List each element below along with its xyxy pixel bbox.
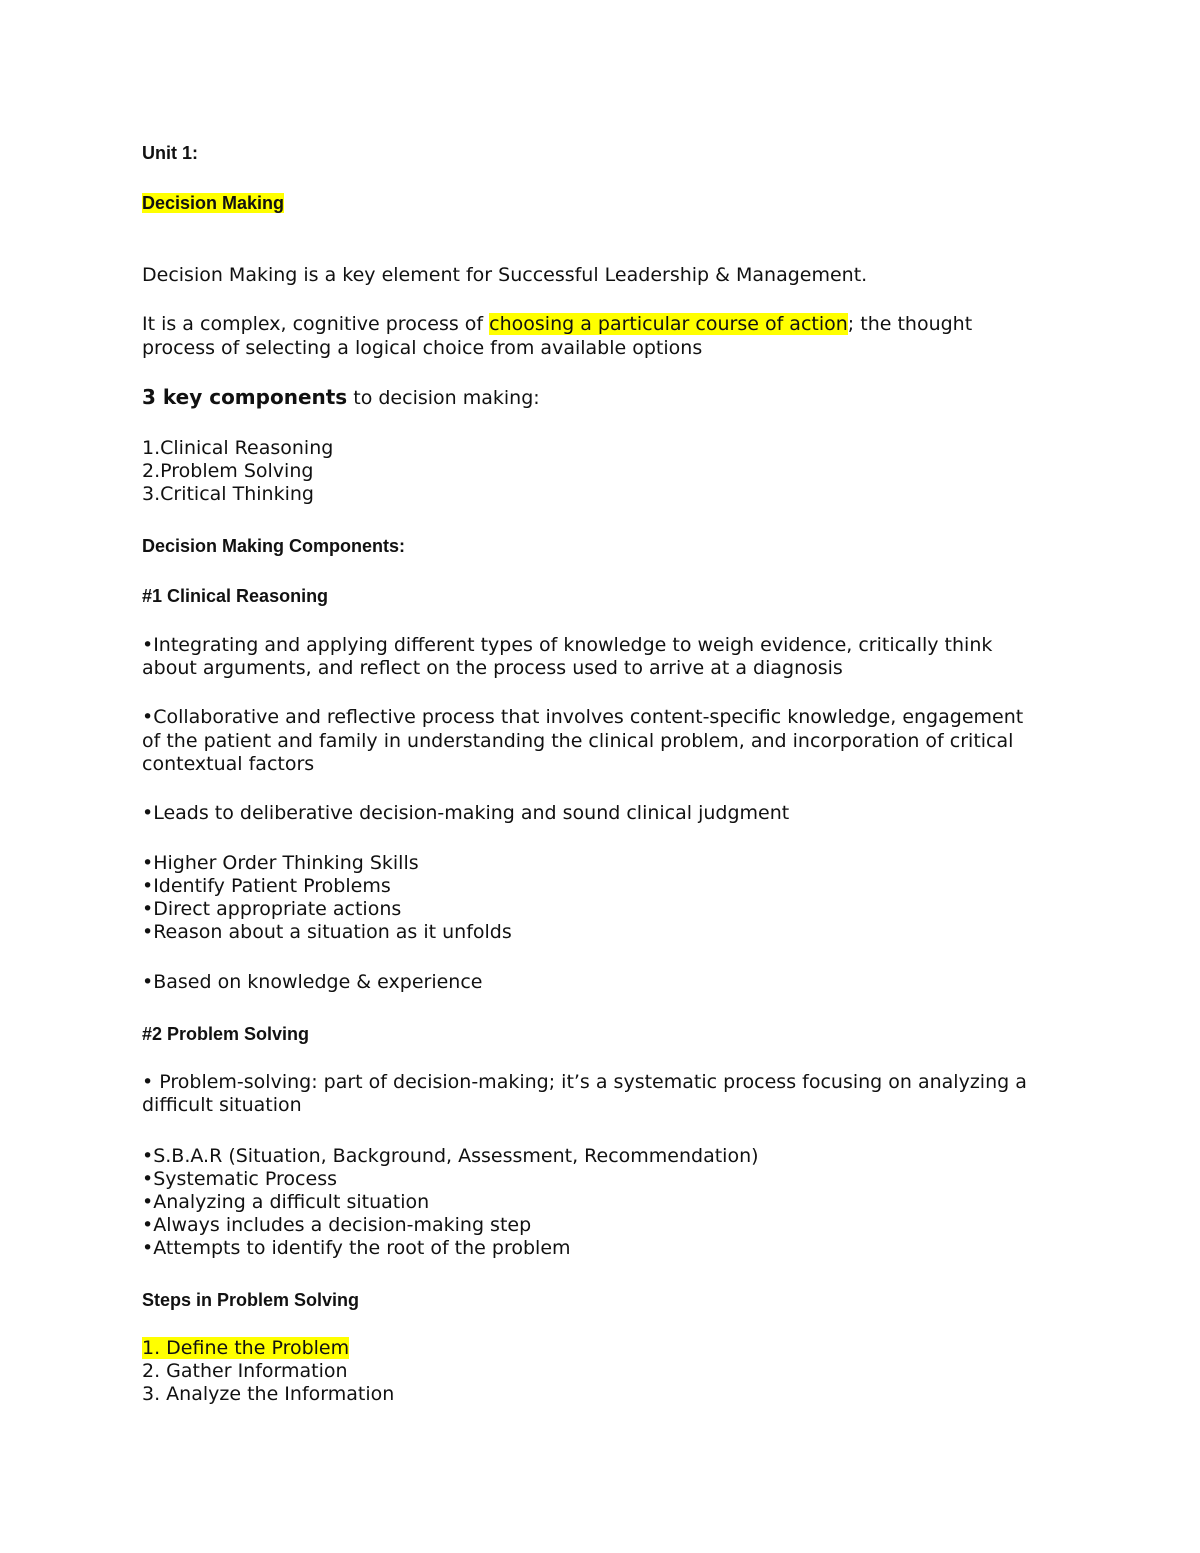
definition-after: ; the thought	[847, 313, 973, 335]
clinical-reasoning-bullet: •Reason about a situation as it unfolds	[142, 921, 512, 943]
problem-solving-bullet: •Analyzing a difficult situation	[142, 1191, 430, 1213]
clinical-reasoning-bullet: •Direct appropriate actions	[142, 898, 402, 920]
clinical-reasoning-p1-line-1: •Integrating and applying different types of knowledge to weigh evidence, critically think	[142, 634, 993, 656]
key-components-line	[142, 386, 540, 410]
step-item	[142, 1337, 349, 1360]
components-list-item: 2.Problem Solving	[142, 460, 314, 482]
problem-solving-bullet: •S.B.A.R (Situation, Background, Assessment, Recommendation)	[142, 1145, 759, 1167]
step-item: 3. Analyze the Information	[142, 1383, 395, 1405]
clinical-reasoning-p2-line-2: of the patient and family in understanding the clinical problem, and incorporation of critical	[142, 730, 1014, 752]
key-components-bold: 3 key components	[142, 385, 348, 409]
clinical-reasoning-p3: •Leads to deliberative decision-making and sound clinical judgment	[142, 802, 790, 824]
step-1-highlight: 1. Define the Problem	[142, 1337, 350, 1359]
problem-solving-heading: #2 Problem Solving	[142, 1024, 310, 1044]
clinical-reasoning-p2-line-1: •Collaborative and reflective process that involves content-specific knowledge, engagement	[142, 706, 1024, 728]
components-heading: Decision Making Components:	[142, 536, 406, 556]
key-components-rest: to decision making:	[347, 387, 540, 409]
unit-title: Unit 1:	[142, 143, 198, 163]
clinical-reasoning-heading: #1 Clinical Reasoning	[142, 586, 329, 606]
problem-solving-bullet: •Systematic Process	[142, 1168, 337, 1190]
problem-solving-p1-line-1: • Problem-solving: part of decision-making; it’s a systematic process focusing on analyzing a	[142, 1071, 1027, 1093]
step-item: 2. Gather Information	[142, 1360, 348, 1382]
clinical-reasoning-p4: •Based on knowledge & experience	[142, 971, 483, 993]
section-title	[142, 192, 284, 214]
clinical-reasoning-p1-line-2: about arguments, and reflect on the process used to arrive at a diagnosis	[142, 657, 843, 679]
definition-line-1	[142, 313, 972, 336]
definition-highlight: choosing a particular course of action	[489, 313, 848, 335]
definition-before: It is a complex, cognitive process of	[142, 313, 490, 335]
clinical-reasoning-bullet: •Identify Patient Problems	[142, 875, 391, 897]
problem-solving-bullet: •Attempts to identify the root of the problem	[142, 1237, 571, 1259]
problem-solving-bullet: •Always includes a decision-making step	[142, 1214, 532, 1236]
clinical-reasoning-bullet: •Higher Order Thinking Skills	[142, 852, 419, 874]
clinical-reasoning-p2-line-3: contextual factors	[142, 753, 315, 775]
components-list-item: 1.Clinical Reasoning	[142, 437, 334, 459]
definition-line-2: process of selecting a logical choice from available options	[142, 337, 703, 359]
problem-solving-p1-line-2: difficult situation	[142, 1094, 302, 1116]
components-list-item: 3.Critical Thinking	[142, 483, 314, 505]
steps-heading: Steps in Problem Solving	[142, 1290, 360, 1310]
section-title-text: Decision Making	[142, 193, 285, 213]
intro-paragraph: Decision Making is a key element for Successful Leadership & Management.	[142, 264, 868, 286]
